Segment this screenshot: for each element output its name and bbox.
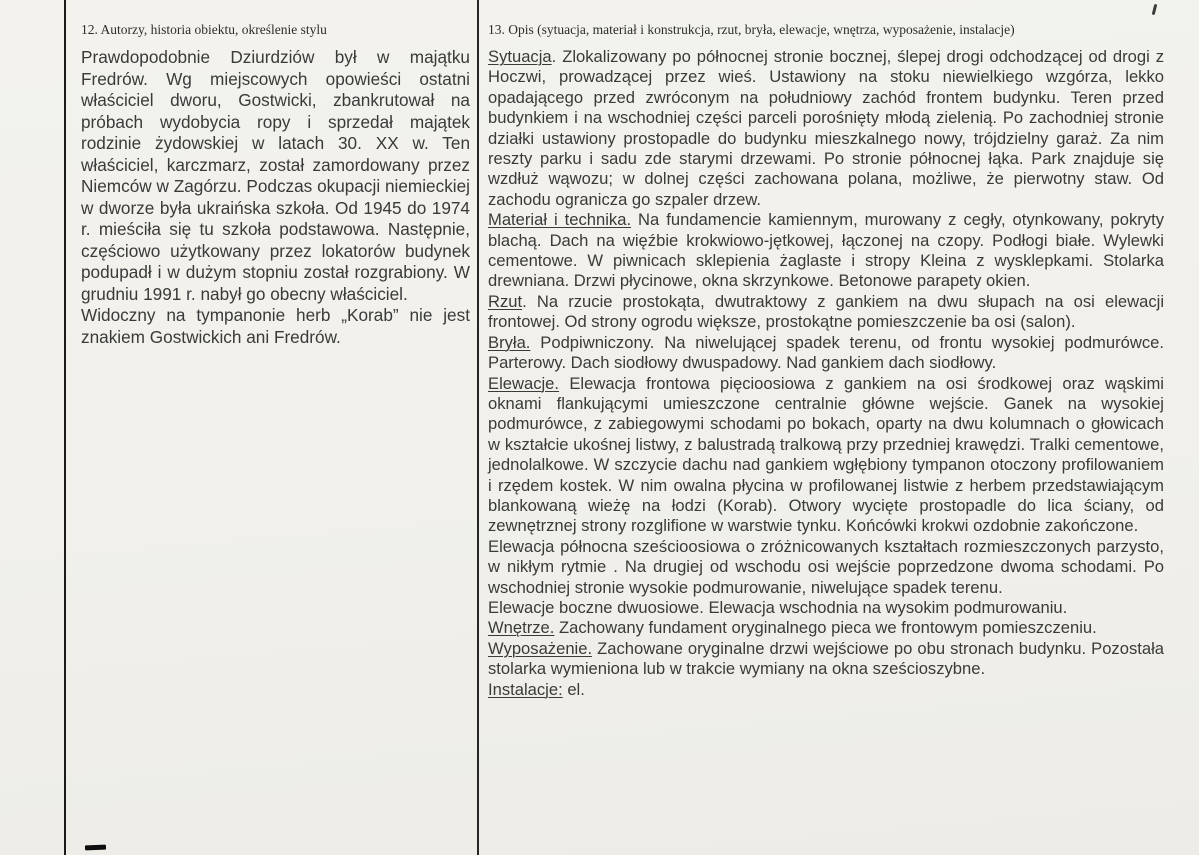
section-term: Materiał i technika.	[488, 210, 632, 230]
pen-mark-artifact	[1152, 4, 1158, 15]
section-12-header: 12. Autorzy, historia obiektu, określenie stylu	[81, 22, 327, 37]
paragraph: Rzut. Na rzucie prostokąta, dwutraktowy z gankiem na dwu słupach na osi elewacji frontowej. Od strony ogrodu większe, prostokątne pomieszczenie ba osi (salon).	[488, 291, 1164, 332]
paragraph: Instalacje: el.	[488, 679, 585, 699]
section-term: Rzut	[488, 291, 523, 311]
section-term: Wyposażenie.	[488, 638, 593, 658]
paragraph: Elewacje boczne dwuosiowe. Elewacja wschodnia na wysokim podmurowaniu.	[488, 597, 1068, 617]
section-term: Instalacje:	[488, 679, 563, 699]
paragraph: Widoczny na tympanonie herb „Korab” nie jest znakiem Gostwickich ani Fredrów.	[81, 305, 470, 347]
section-term: Wnętrze.	[488, 618, 555, 638]
scan-dash-artifact	[85, 845, 106, 851]
section-13-body	[488, 47, 1164, 700]
paragraph: Prawdopodobnie Dziurdziów był w majątku Fredrów. Wg miejscowych opowieści ostatni właściciel dworu, Gostwicki, zbankrutował na próbach wydobycia ropy i sprzedał majątek rodzinie żydowskiej w latach 30. XX w. Ten właściciel, karczmarz, został zamordowany przez Niemców w Zagórzu. Podczas okupacji niemieckiej w dworze była ukraińska szkoła. Od 1945 do 1974 r. mieściła się tu szkoła podstawowa. Następnie, częściowo użytkowany przez lokatorów budynek podupadł i w dużym stopniu został rozgrabiony. W grudniu 1991 r. nabył go obecny właściciel.	[81, 47, 470, 304]
section-term: Elewacje.	[488, 373, 560, 393]
section-term: Bryła.	[488, 332, 531, 352]
paragraph: Elewacje. Elewacja frontowa pięcioosiowa z gankiem na osi środkowej oraz wąskimi oknami flankującymi umieszczone centralnie główne wejście. Ganek na wysokiej podmurówce, z zabiegowymi schodami po bokach, oparty na dwu kolumnach o głowicach w kształcie ukośnej listwy, z balustradą tralkową przy przedniej krawędzi. Tralki cementowe, jednolalkowe. W szczycie dachu nad gankiem wgłębiony tympanon otoczony profilowaniem i rzędem kostek. W nim owalna płycina w profilowanej listwie z herbem przedstawiającym blankowaną wieżę na łodzi (Korab). Otwory wycięte prostopadle do lica ściany, od zewnętrznej strony rozglifione w warstwie tynku. Końcówki krokwi ozdobnie zakończone.	[488, 373, 1164, 536]
paragraph: Wyposażenie. Zachowane oryginalne drzwi wejściowe po obu stronach budynku. Pozostała stolarka wymieniona lub w trakcie wymiany na okna sześcioszybne.	[488, 638, 1164, 679]
paragraph: Materiał i technika. Na fundamencie kamiennym, murowany z cegły, otynkowany, pokryty blachą. Dach na więźbie krokwiowo-jętkowej, łączonej na czopy. Podłogi białe. Wylewki cementowe. W piwnicach sklepienia żaglaste i stropy Kleina z wysklepkami. Stolarka drewniana. Drzwi płycinowe, okna skrzynkowe. Betonowe parapety okien.	[488, 210, 1164, 291]
paragraph: Sytuacja. Zlokalizowany po północnej stronie bocznej, ślepej drogi odchodzącej od drogi z Hoczwi, prowadzącej przez wieś. Ustawiony na stoku niewielkiego wzgórza, lekko opadającego przed zwróconym na południowy zachód frontem budynku. Teren przed budynkiem i na wschodniej części parceli porośnięty młodą zielenią. Po zachodniej stronie działki ustawiony prostopadle do budynku mieszkalnego nowy, trójdzielny garaż. Za nim reszty parku i sadu zde starymi drzewami. Po stronie północnej łąka. Park znajduje się wzdłuż wąwozu; w dolnej części zachowana polana, możliwe, że pierwotny staw. Od zachodu ogranicza go szpaler drzew.	[488, 47, 1164, 209]
paragraph: Elewacja północna sześcioosiowa o zróżnicowanych kształtach rozmieszczonych parzysto, w nikłym rytmie . Na drugiej od wschodu osi wejście poprzedzone dwoma schodami. Po wschodniej stronie wysokie podmurowanie, niwelujące spadek terenu.	[488, 536, 1164, 597]
paragraph: Wnętrze. Zachowany fundament oryginalnego pieca we frontowym pomieszczeniu.	[488, 618, 1097, 638]
left-margin-line	[64, 0, 66, 855]
paragraph: Bryła. Podpiwniczony. Na niwelującej spadek terenu, od frontu wysokiej podmurówce. Parterowy. Dach siodłowy dwuspadowy. Nad gankiem dach siodłowy.	[488, 332, 1164, 373]
section-12-column	[81, 22, 470, 348]
section-13-column	[488, 22, 1164, 700]
section-13-header: 13. Opis (sytuacja, materiał i konstrukcja, rzut, bryła, elewacje, wnętrza, wyposażenie, instalacje)	[488, 22, 1015, 37]
column-divider-line	[477, 0, 479, 855]
section-term: Sytuacja	[488, 47, 552, 66]
section-12-body	[81, 47, 470, 348]
